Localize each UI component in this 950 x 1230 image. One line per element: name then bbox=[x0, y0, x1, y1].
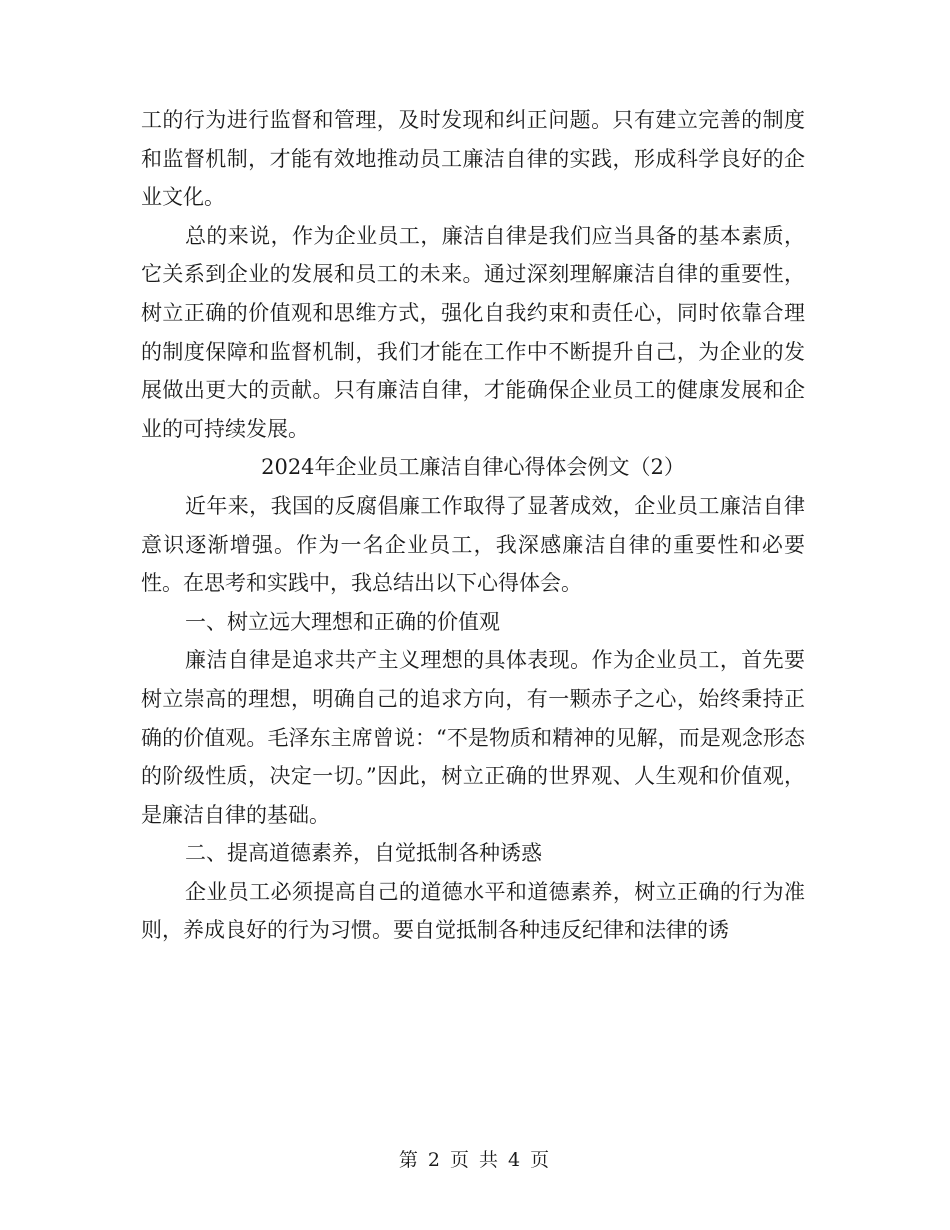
paragraph-intro: 近年来，我国的反腐倡廉工作取得了显著成效，企业员工廉洁自律意识逐渐增强。作为一名企业员工，我深感廉洁自律的重要性和必要性。在思考和实践中，我总结出以下心得体会。 bbox=[141, 493, 805, 596]
paragraph-point-one: 廉洁自律是追求共产主义理想的具体表现。作为企业员工，首先要树立崇高的理想，明确自己的追求方向，有一颗赤子之心，始终秉持正确的价值观。毛泽东主席曾说：“不是物质和精神的见解，而是观念形态的阶级性质，决定一切。”因此，树立正确的世界观、人生观和价值观，是廉洁自律的基础。 bbox=[141, 648, 805, 827]
heading-point-two: 二、提高道德素养，自觉抵制各种诱惑 bbox=[185, 841, 542, 866]
paragraph-point-two: 企业员工必须提高自己的道德水平和道德素养，树立正确的行为准则，养成良好的行为习惯。要自觉抵制各种违反纪律和法律的诱 bbox=[141, 879, 805, 943]
document-body bbox=[141, 101, 805, 950]
heading-point-one: 一、树立远大理想和正确的价值观 bbox=[185, 609, 500, 634]
section-title: 2024年企业员工廉洁自律心得体会例文（2） bbox=[261, 455, 685, 480]
paragraph-continuation: 工的行为进行监督和管理，及时发现和纠正问题。只有建立完善的制度和监督机制，才能有效地推动员工廉洁自律的实践，形成科学良好的企业文化。 bbox=[141, 108, 805, 210]
page-number-footer: 第 2 页 共 4 页 bbox=[398, 1149, 552, 1171]
paragraph-summary: 总的来说，作为企业员工，廉洁自律是我们应当具备的基本素质，它关系到企业的发展和员工的未来。通过深刻理解廉洁自律的重要性，树立正确的价值观和思维方式，强化自我约束和责任心，同时依靠合理的制度保障和监督机制，我们才能在工作中不断提升自己，为企业的发展做出更大的贡献。只有廉洁自律，才能确保企业员工的健康发展和企业的可持续发展。 bbox=[141, 223, 805, 441]
